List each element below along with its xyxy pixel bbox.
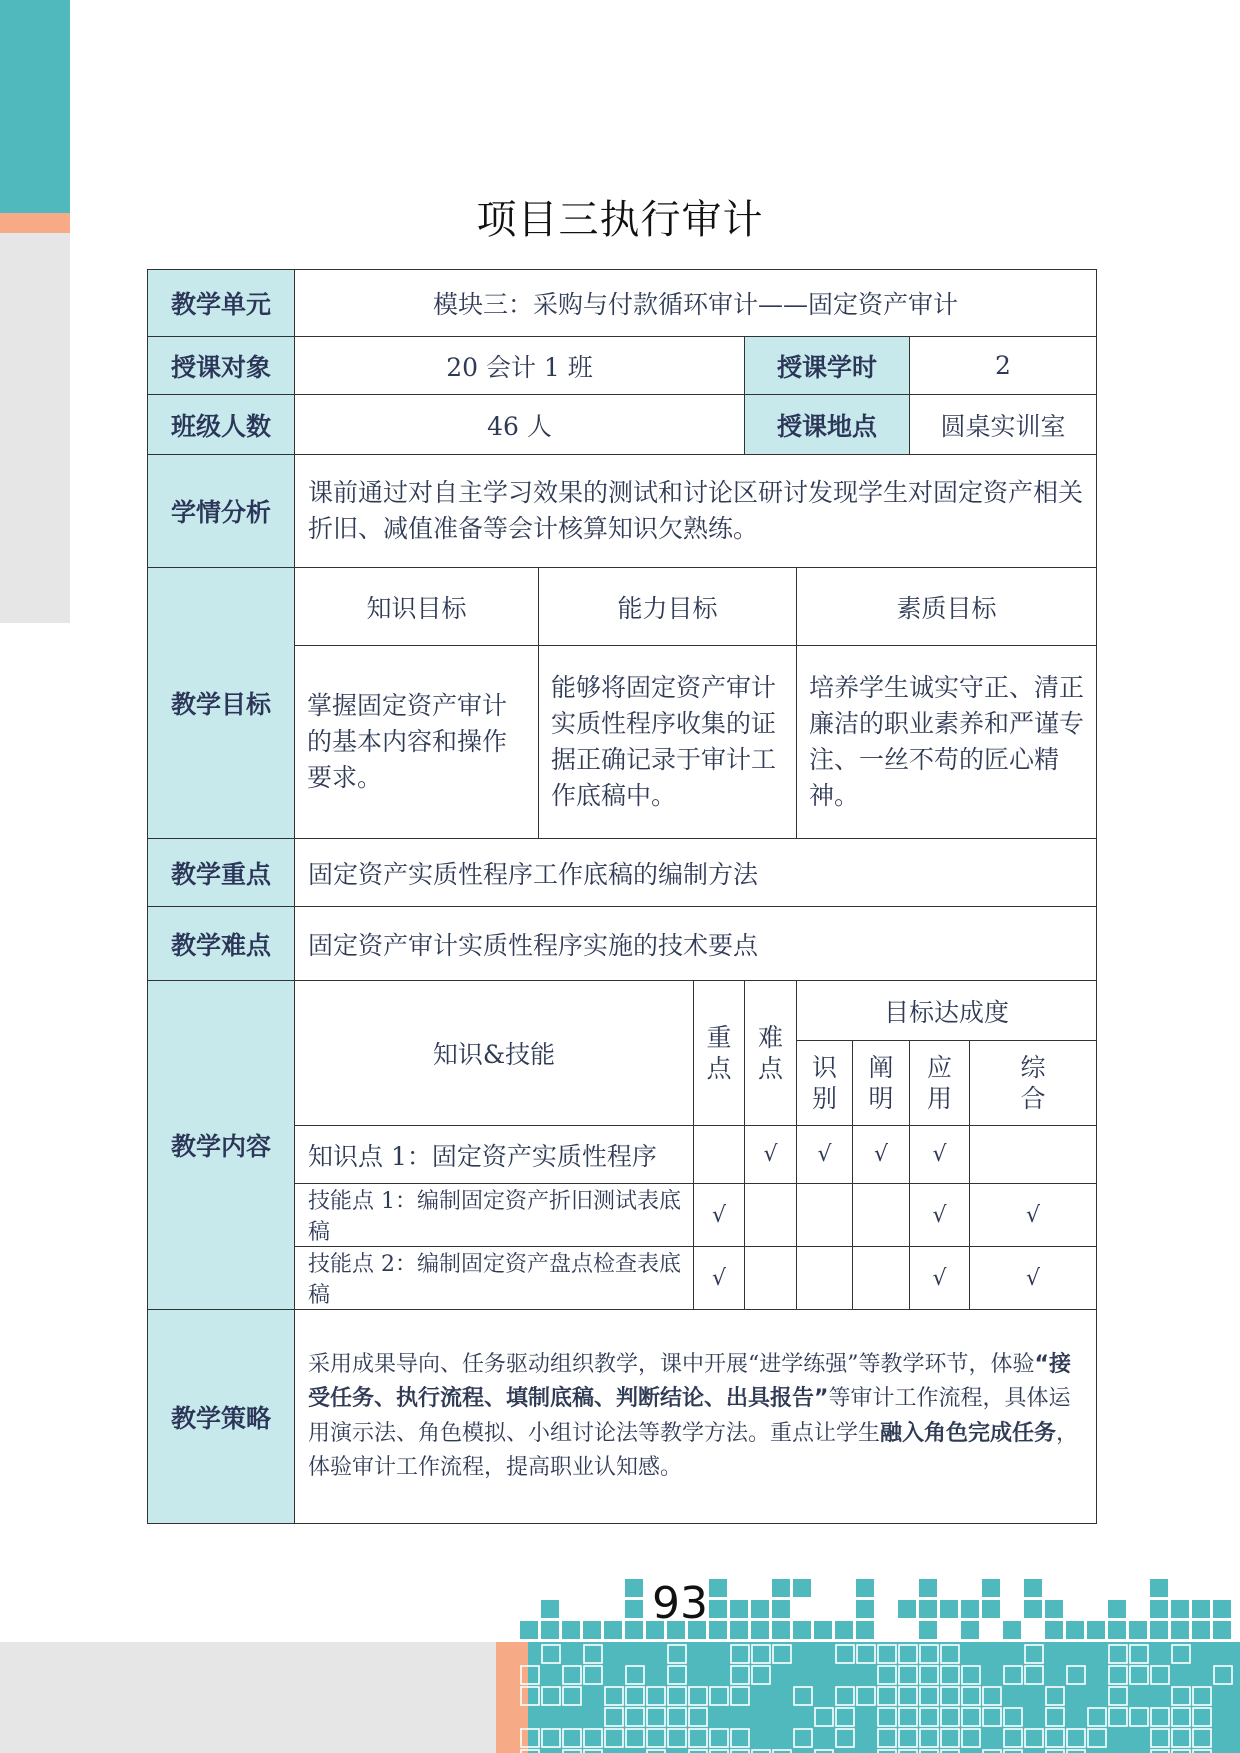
value-target: 20 会计 1 班 [295,337,745,395]
row-key-point [148,839,1097,907]
content-explain-mark: √ [853,1126,910,1184]
page-number: 93 [652,1578,708,1629]
content-explain-mark [853,1184,910,1247]
header-goal-achievement: 目标达成度 [797,981,1097,1041]
header-knowledge-skill: 知识&技能 [295,981,694,1126]
header-apply-text: 应用 [927,1052,953,1113]
content-item: 知识点 1：固定资产实质性程序 [295,1126,694,1184]
header-key [694,981,745,1126]
label-target: 授课对象 [148,337,295,395]
header-apply [910,1041,970,1126]
label-strategy: 教学策略 [148,1310,295,1524]
header-synthesize [970,1041,1097,1126]
header-difficult [745,981,797,1126]
row-unit [148,270,1097,337]
content-identify-mark: √ [797,1126,853,1184]
lesson-plan-table [147,269,1097,1524]
content-identify-mark [797,1184,853,1247]
row-content-header-1 [148,981,1097,1041]
content-apply-mark: √ [910,1184,970,1247]
bottom-grey-band [0,1642,500,1753]
value-difficulty: 固定资产审计实质性程序实施的技术要点 [295,907,1097,981]
strategy-bold-2: 融入角色完成任务 [880,1420,1057,1446]
strategy-text-1: 采用成果导向、任务驱动组织教学，课中开展“进学练强”等教学环节，体验 [308,1352,1035,1378]
label-analysis: 学情分析 [148,455,295,568]
content-identify-mark [797,1247,853,1310]
page-title: 项目三执行审计 [476,197,764,243]
header-key-text: 重点 [706,1022,732,1083]
header-identify-text: 识别 [812,1052,838,1113]
content-item: 技能点 2：编制固定资产盘点检查表底稿 [295,1247,694,1310]
label-difficulty: 教学难点 [148,907,295,981]
value-ability-goal: 能够将固定资产审计实质性程序收集的证据正确记录于审计工作底稿中。 [539,646,797,839]
label-key-point: 教学重点 [148,839,295,907]
header-ability-goal: 能力目标 [539,568,797,646]
value-hours: 2 [910,337,1097,395]
label-place: 授课地点 [745,395,910,455]
label-count: 班级人数 [148,395,295,455]
content-difficult-mark [745,1184,797,1247]
label-content: 教学内容 [148,981,295,1310]
row-strategy [148,1310,1097,1524]
value-strategy [295,1310,1097,1524]
header-difficult-text: 难点 [758,1022,784,1083]
content-key-mark [694,1126,745,1184]
header-synthesize-text: 综合 [1020,1052,1046,1113]
value-unit: 模块三：采购与付款循环审计——固定资产审计 [295,270,1097,337]
content-apply-mark: √ [910,1126,970,1184]
row-analysis [148,455,1097,568]
value-count: 46 人 [295,395,745,455]
header-identify [797,1041,853,1126]
content-apply-mark: √ [910,1247,970,1310]
label-objectives: 教学目标 [148,568,295,839]
header-knowledge-goal: 知识目标 [295,568,539,646]
pixel-grid-decoration [520,1575,1240,1753]
header-quality-goal: 素质目标 [797,568,1097,646]
content-key-mark: √ [694,1247,745,1310]
label-hours: 授课学时 [745,337,910,395]
content-explain-mark [853,1247,910,1310]
header-explain-text: 阐明 [868,1052,894,1113]
strategy-bold-1: “接受任务、执行流程、填制底稿、判断结论、出具报告” [308,1352,1071,1412]
content-synthesize-mark: √ [970,1247,1097,1310]
strategy-text-2: 等审计工作流程，具体运用演示法、角色模拟、小组讨论法等教学方法。重点让学生 [308,1386,1071,1446]
header-explain [853,1041,910,1126]
row-difficulty [148,907,1097,981]
value-knowledge-goal: 掌握固定资产审计的基本内容和操作要求。 [295,646,539,839]
content-synthesize-mark [970,1126,1097,1184]
value-place: 圆桌实训室 [910,395,1097,455]
value-key-point: 固定资产实质性程序工作底稿的编制方法 [295,839,1097,907]
side-teal-bar [0,0,70,213]
content-item: 技能点 1：编制固定资产折旧测试表底稿 [295,1184,694,1247]
label-unit: 教学单元 [148,270,295,337]
value-analysis: 课前通过对自主学习效果的测试和讨论区研讨发现学生对固定资产相关折旧、减值准备等会计核算知识欠熟练。 [295,455,1097,568]
side-grey-bar [0,233,70,623]
strategy-text-3: ，体验审计工作流程，提高职业认知感。 [308,1420,1079,1480]
content-difficult-mark: √ [745,1126,797,1184]
row-count [148,395,1097,455]
row-objective-headers [148,568,1097,646]
value-quality-goal: 培养学生诚实守正、清正廉洁的职业素养和严谨专注、一丝不苟的匠心精神。 [797,646,1097,839]
row-target [148,337,1097,395]
content-synthesize-mark: √ [970,1184,1097,1247]
content-key-mark: √ [694,1184,745,1247]
content-difficult-mark [745,1247,797,1310]
